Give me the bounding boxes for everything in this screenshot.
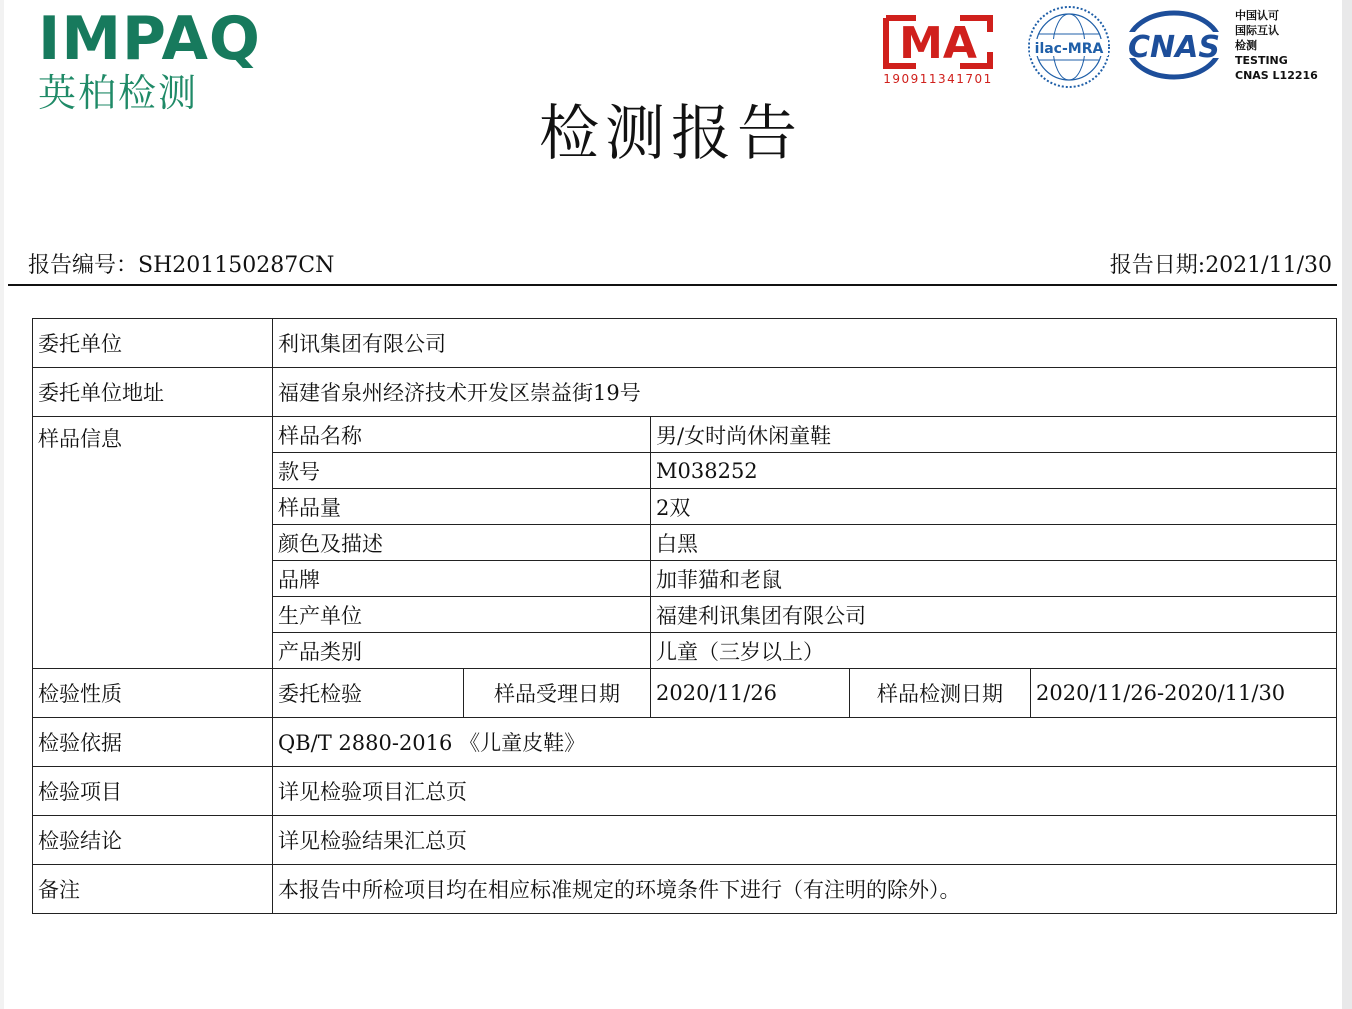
receive-date-label: 样品受理日期 (464, 669, 651, 718)
table-row (33, 368, 1337, 417)
sample-field-label: 产品类别 (273, 633, 651, 669)
receive-date-value: 2020/11/26 (651, 669, 850, 718)
scrollbar-track[interactable] (1342, 0, 1352, 1009)
address-value: 福建省泉州经济技术开发区崇益街19号 (273, 368, 1337, 417)
cnas-info-line: 中国认可 (1235, 9, 1279, 22)
report-date-label: 报告日期: (1109, 253, 1206, 278)
logo-chinese: 英柏检测 (38, 71, 199, 115)
report-number (28, 248, 334, 279)
cnas-text: CNAS (1128, 30, 1220, 65)
sample-field-value: 白黑 (651, 525, 1337, 561)
sample-field-label: 款号 (273, 453, 651, 489)
test-date-label: 样品检测日期 (850, 669, 1031, 718)
report-date (1110, 248, 1332, 279)
client-value: 利讯集团有限公司 (273, 319, 1337, 368)
cma-text: MA (899, 18, 977, 69)
report-date-value: 2021/11/30 (1205, 253, 1332, 278)
sample-field-label: 颜色及描述 (273, 525, 651, 561)
cnas-info-line: TESTING (1235, 54, 1288, 67)
cnas-info-line: 检测 (1235, 39, 1257, 52)
client-label: 委托单位 (33, 319, 273, 368)
inspection-nature-label: 检验性质 (33, 669, 273, 718)
cnas-accreditation-info (1235, 8, 1318, 83)
cma-number: 190911341701 (883, 72, 993, 86)
test-items-label: 检验项目 (33, 767, 273, 816)
table-row (33, 767, 1337, 816)
conclusion-value: 详见检验结果汇总页 (273, 816, 1337, 865)
table-row (33, 417, 1337, 453)
remark-value: 本报告中所检项目均在相应标准规定的环境条件下进行（有注明的除外）。 (273, 865, 1337, 914)
sample-field-label: 样品量 (273, 489, 651, 525)
test-date-value: 2020/11/26-2020/11/30 (1031, 669, 1337, 718)
page-title: 检测报告 (539, 99, 803, 169)
table-row (33, 718, 1337, 767)
sample-info-label: 样品信息 (33, 417, 273, 669)
basis-label: 检验依据 (33, 718, 273, 767)
sample-field-value: 福建利讯集团有限公司 (651, 597, 1337, 633)
sample-field-value: 儿童（三岁以上） (651, 633, 1337, 669)
test-items-value: 详见检验项目汇总页 (273, 767, 1337, 816)
logo-english: IMPAQ (38, 4, 261, 74)
ilac-mra-mark (1026, 4, 1112, 90)
cma-mark (876, 10, 1000, 90)
sample-field-value: 加菲猫和老鼠 (651, 561, 1337, 597)
report-number-value: SH201150287CN (138, 253, 335, 278)
table-row (33, 865, 1337, 914)
header-divider (8, 284, 1337, 286)
table-row (33, 319, 1337, 368)
cnas-info-line: 国际互认 (1235, 24, 1279, 37)
table-row (33, 669, 1337, 718)
remark-label: 备注 (33, 865, 273, 914)
inspection-nature-value: 委托检验 (273, 669, 464, 718)
address-label: 委托单位地址 (33, 368, 273, 417)
sample-field-label: 品牌 (273, 561, 651, 597)
conclusion-label: 检验结论 (33, 816, 273, 865)
ilac-globe-icon (1026, 4, 1112, 90)
cnas-mark (1124, 10, 1224, 80)
sample-field-label: 样品名称 (273, 417, 651, 453)
sample-field-value: M038252 (651, 453, 1337, 489)
sample-field-value: 男/女时尚休闲童鞋 (651, 417, 1337, 453)
ilac-text: ilac-MRA (1034, 41, 1104, 57)
sample-field-label: 生产单位 (273, 597, 651, 633)
cma-emblem-icon (876, 10, 1000, 74)
report-number-label: 报告编号： (28, 253, 139, 278)
basis-value: QB/T 2880-2016 《儿童皮鞋》 (273, 718, 1337, 767)
cnas-info-line: CNAS L12216 (1235, 69, 1318, 82)
cnas-emblem-icon (1124, 10, 1224, 80)
report-info-table (32, 318, 1337, 914)
table-row (33, 816, 1337, 865)
sample-field-value: 2双 (651, 489, 1337, 525)
